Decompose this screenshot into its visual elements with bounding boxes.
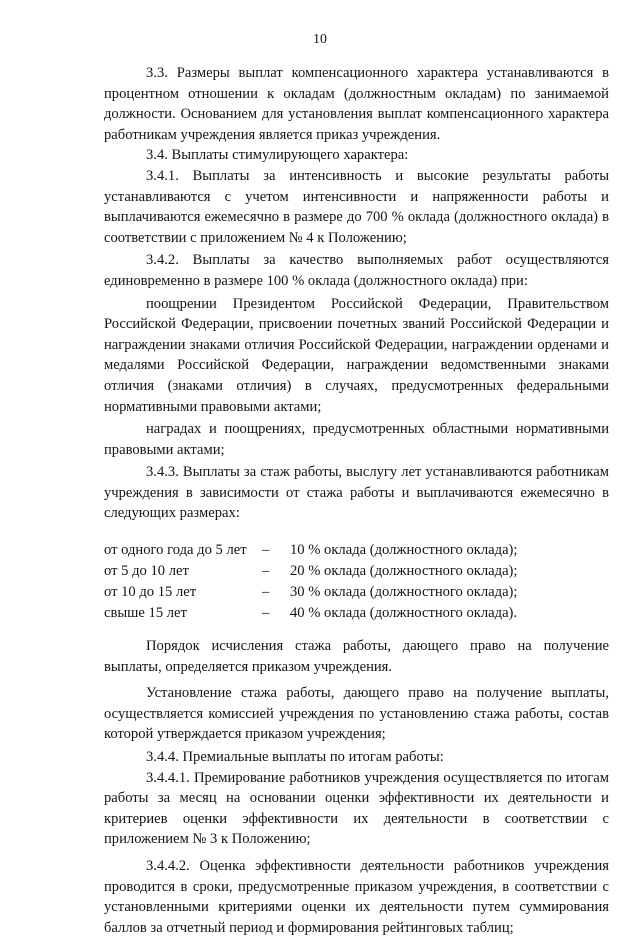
- table-row: [104, 603, 609, 624]
- paragraph-3-4-4-2: 3.4.4.2. Оценка эффективности деятельности работников учреждения проводится в сроки, предусмотренные приказом учреждения, в соответствии с установленными критериями оценки их деятельности путем суммирования баллов за отчетный период и формирования рейтинговых таблиц;: [104, 858, 609, 936]
- seniority-amount: 30 % оклада (должностного оклада);: [290, 584, 518, 601]
- seniority-amount: 40 % оклада (должностного оклада).: [290, 605, 518, 622]
- dash-separator: –: [262, 563, 270, 580]
- seniority-period: от 5 до 10 лет: [104, 563, 189, 580]
- document-body: [104, 63, 609, 938]
- page-number: 10: [313, 32, 327, 47]
- paragraph-3-4-4-1: 3.4.4.1. Премирование работников учреждения осуществляется по итогам работы за месяц на основании оценки эффективности их деятельности и критериев оценки эффективности их деятельности в соответствии с приложением № 3 к Положению;: [104, 769, 609, 848]
- dash-separator: –: [262, 584, 270, 601]
- paragraph-3-4-1: 3.4.1. Выплаты за интенсивность и высокие результаты работы устанавливаются с учетом интенсивности и напряженности работы и выплачиваются ежемесячно в размере до 700 % оклада (должностного оклада) в соответствии с приложением № 4 к Положению;: [104, 167, 609, 246]
- paragraph-3-3: 3.3. Размеры выплат компенсационного характера устанавливаются в процентном отношении к окладам (должностным окладам) по занимаемой должности. Основанием для установления выплат компенсационного характера работникам учреждения является приказ учреждения.: [104, 65, 609, 143]
- table-row: [104, 582, 609, 603]
- seniority-amount: 10 % оклада (должностного оклада);: [290, 542, 518, 559]
- paragraph-3-4-3: 3.4.3. Выплаты за стаж работы, выслугу лет устанавливаются работникам учреждения в зависимости от стажа работы и выплачиваются ежемесячно в следующих размерах:: [104, 464, 609, 522]
- seniority-period: свыше 15 лет: [104, 605, 187, 622]
- table-row: [104, 540, 609, 561]
- paragraph-3-4: 3.4. Выплаты стимулирующего характера:: [146, 147, 409, 164]
- paragraph-seniority-procedure: Порядок исчисления стажа работы, дающего право на получение выплаты, определяется приказом учреждения.: [104, 638, 609, 675]
- paragraph-awards-regional: наградах и поощрениях, предусмотренных областными нормативными правовыми актами;: [104, 421, 609, 458]
- seniority-table: [104, 540, 609, 624]
- seniority-amount: 20 % оклада (должностного оклада);: [290, 563, 518, 580]
- paragraph-seniority-commission: Установление стажа работы, дающего право на получение выплаты, осуществляется комиссией учреждения по установлению стажа работы, состав которой утверждается приказом учреждения;: [104, 685, 609, 743]
- seniority-period: от 10 до 15 лет: [104, 584, 197, 601]
- table-row: [104, 561, 609, 582]
- paragraph-awards-federal: поощрении Президентом Российской Федерации, Правительством Российской Федерации, присвоении почетных званий Российской Федерации и награждении знаками отличия Российской Федерации, награждении орденами и медалями Российской Федерации, награждении ведомственными знаками отличия (знаками отличия) в случаях, предусмотренных федеральными нормативными правовыми актами;: [104, 295, 609, 415]
- paragraph-3-4-2: 3.4.2. Выплаты за качество выполняемых работ осуществляются единовременно в размере 100 % оклада (должностного оклада) при:: [104, 252, 609, 289]
- dash-separator: –: [262, 542, 270, 559]
- dash-separator: –: [262, 605, 270, 622]
- seniority-period: от одного года до 5 лет: [104, 542, 247, 559]
- paragraph-3-4-4: 3.4.4. Премиальные выплаты по итогам работы:: [146, 749, 444, 766]
